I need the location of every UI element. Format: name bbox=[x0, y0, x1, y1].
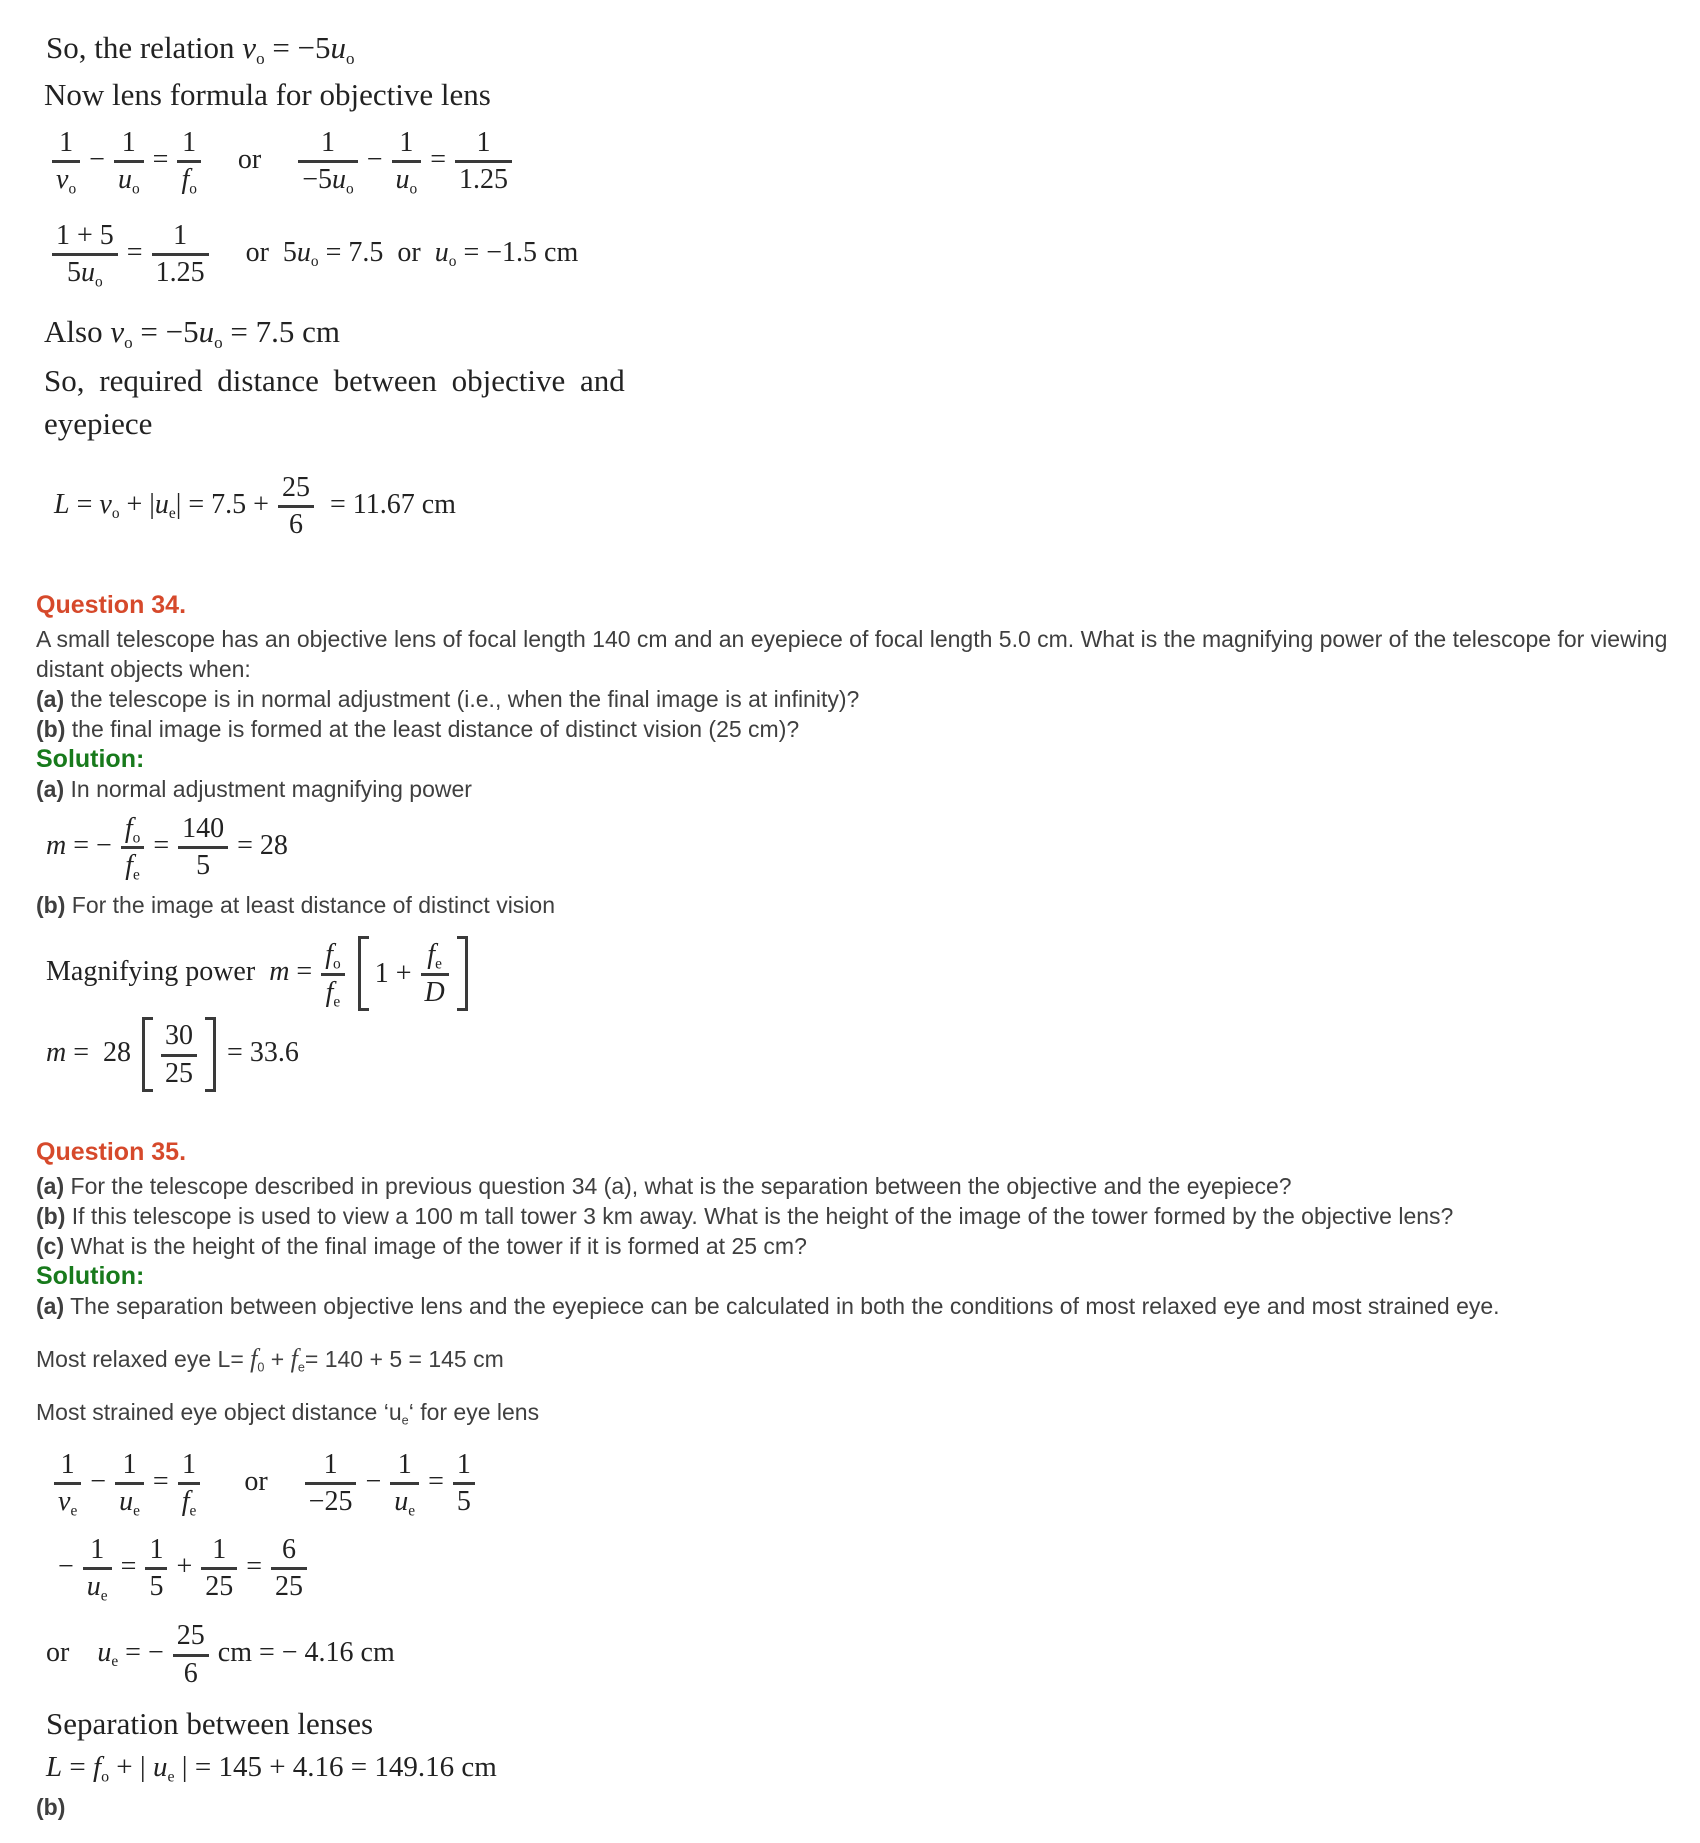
solution-35-part-a bbox=[36, 1291, 1670, 1321]
part-a-text: For the telescope described in previous question 34 (a), what is the separation between the objective and the eyepiece? bbox=[64, 1172, 1292, 1199]
question-34-solution-heading: Solution: bbox=[36, 744, 145, 773]
magnifying-power-formula: Magnifying power m = $\frac{fo}{fe}$ 1 + $\frac{fe}{D}$ bbox=[46, 936, 1670, 1011]
magnifying-power-result-formula: m = 28 $\frac{30}{25}$ = 33.6 bbox=[46, 1017, 1670, 1092]
question-35-section bbox=[36, 1137, 1670, 1822]
question-35-part-b bbox=[36, 1201, 1670, 1231]
also-value-line: Also vo = −5uo = 7.5 cm bbox=[44, 313, 340, 352]
solution-a-label: (a) bbox=[36, 775, 65, 802]
solution-b-text: For the image at least distance of distinct vision bbox=[65, 892, 556, 919]
question-34-part-b bbox=[36, 714, 1670, 744]
normal-adjustment-magnification-formula: m = − $\frac{fo}{fe}$ = $\frac{140}{5}$ = 28 bbox=[46, 812, 288, 884]
separation-between-lenses-line: Separation between lenses bbox=[46, 1706, 374, 1742]
objective-lens-formula: $\frac{1}{vo}$ − $\frac{1}{uo}$ = $\frac{1}{fo}$ or $\frac{1}{-5uo}$ − $\frac{1}{uo}$ = $\frac{1}{1.25}$ bbox=[50, 128, 1670, 195]
question-35-part-c bbox=[36, 1231, 1670, 1261]
question-34-section bbox=[36, 590, 1670, 1092]
required-distance-line-1: So, required distance between objective and bbox=[44, 362, 625, 398]
part-a-label: (a) bbox=[36, 685, 65, 712]
objective-solve-formula: $\frac{1 + 5}{5uo}$ = $\frac{1}{1.25}$ or 5uo = 7.5 or uo = −1.5 cm bbox=[50, 221, 1670, 288]
relaxed-eye-line: Most relaxed eye L= f0 + fe= 140 + 5 = 145 cm bbox=[36, 1343, 504, 1375]
part-c-label: (c) bbox=[36, 1232, 65, 1259]
part-c-text: What is the height of the final image of the tower if it is formed at 25 cm? bbox=[64, 1232, 807, 1259]
part-b-label: (b) bbox=[36, 715, 66, 742]
part-b-label: (b) bbox=[36, 1202, 66, 1229]
separation-length-formula: L = fo + | ue | = 145 + 4.16 = 149.16 cm bbox=[46, 1751, 497, 1786]
question-34-part-a bbox=[36, 684, 1670, 714]
solution-a-label: (a) bbox=[36, 1292, 65, 1319]
relation-line: So, the relation vo = −5uo bbox=[46, 30, 355, 68]
lens-formula-intro-line: Now lens formula for objective lens bbox=[44, 77, 491, 113]
part-b-text: the final image is formed at the least distance of distinct vision (25 cm)? bbox=[65, 715, 800, 742]
question-34-intro: A small telescope has an objective lens of focal length 140 cm and an eyepiece of focal length 5.0 cm. What is the magnifying power of the telescope for viewing distant objects when: bbox=[36, 625, 1668, 682]
part-a-text: the telescope is in normal adjustment (i.e., when the final image is at infinity)? bbox=[64, 685, 860, 712]
part-b-text: If this telescope is used to view a 100 m tall tower 3 km away. What is the height of the image of the tower formed by the objective lens? bbox=[65, 1202, 1454, 1229]
part-a-label: (a) bbox=[36, 1172, 65, 1199]
final-part-b-label: (b) bbox=[36, 1794, 66, 1821]
strained-eye-line: Most strained eye object distance ‘ue‘ for eye lens bbox=[36, 1398, 540, 1428]
scan-worked-solution-q33 bbox=[36, 28, 1670, 540]
required-distance-line-2: eyepiece bbox=[44, 405, 153, 441]
question-34-heading: Question 34. bbox=[36, 590, 187, 619]
solution-a-text: The separation between objective lens and the eyepiece can be calculated in both the conditions of most relaxed eye and most strained eye. bbox=[64, 1292, 1500, 1319]
eye-lens-formula: $\frac{1}{ve}$ − $\frac{1}{ue}$ = $\frac{1}{fe}$ or $\frac{1}{-25}$ − $\frac{1}{ue}$ = $\frac{1}{5}$ bbox=[52, 1450, 1670, 1517]
question-35-heading: Question 35. bbox=[36, 1137, 187, 1166]
tube-length-formula: L = vo + |ue| = 7.5 + $\frac{25}{6}$ = 11.67 cm bbox=[54, 471, 456, 541]
question-35-part-a bbox=[36, 1171, 1670, 1201]
solution-34-part-b bbox=[36, 890, 1670, 920]
question-35-solution-heading: Solution: bbox=[36, 1261, 145, 1290]
solution-b-label: (b) bbox=[36, 892, 66, 919]
ue-value-formula: or ue = − $\frac{25}{6}$ cm = − 4.16 cm bbox=[46, 1620, 395, 1689]
solution-a-text: In normal adjustment magnifying power bbox=[64, 775, 472, 802]
solution-34-part-a bbox=[36, 774, 1670, 804]
ue-reciprocal-sum-formula: − $\frac{1}{ue}$ = $\frac{1}{5}$ + $\frac{1}{25}$ = $\frac{6}{25}$ bbox=[58, 1535, 1670, 1602]
